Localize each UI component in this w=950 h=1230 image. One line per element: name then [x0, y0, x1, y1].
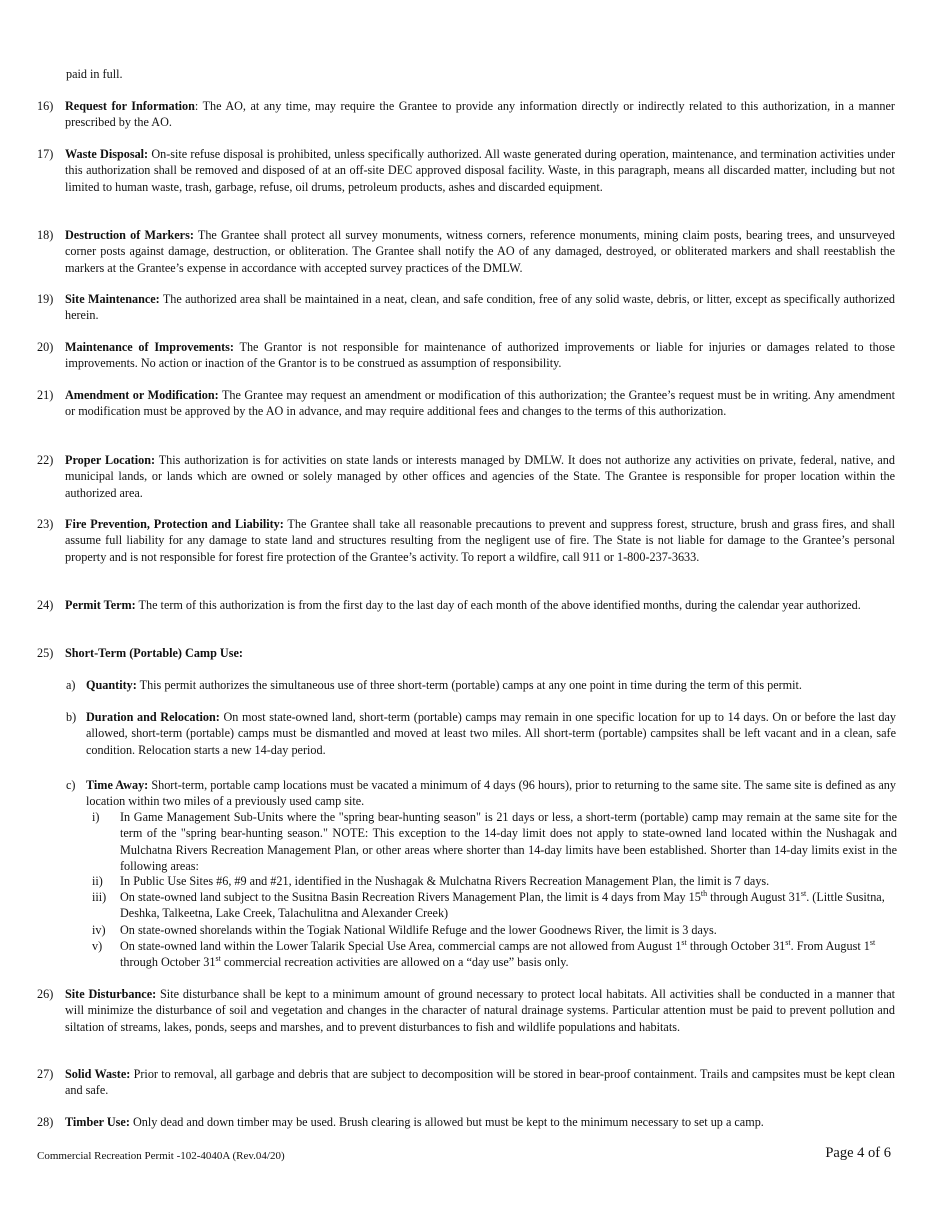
clause-title: Site Maintenance: [65, 292, 160, 306]
clause-20 [37, 339, 895, 372]
clause-number: 26) [37, 987, 54, 1001]
clause-number: 17) [37, 147, 54, 161]
roman-number: i) [92, 810, 100, 824]
clause-number: 18) [37, 228, 54, 242]
clause-text: The Grantee shall protect all survey monuments, witness corners, reference monuments, mining claim posts, bearing trees, and unsurveyed corner posts against damage, destruction, or obliteration. The Grantee shall notify the AO of any damaged, destroyed, or obliterated markers and shall reestablish the markers at the Grantee’s expense in accordance with accepted survey practices of the DMLW. [65, 228, 896, 275]
roman-item-iii [92, 889, 897, 922]
clause-text: The Grantee may request an amendment or modification of this authorization; the Grantee’s request must be in writing. Any amendment or modification must be approved by the AO in advance, and may require additional fees and changes to the terms of this authorization. [65, 388, 895, 419]
clause-title: Permit Term: [65, 598, 136, 612]
clause-title: Site Disturbance: [65, 987, 157, 1001]
subclause-a [66, 677, 896, 693]
clause-number: 25) [37, 646, 54, 660]
clause-text: The Grantor is not responsible for maintenance of authorized improvements or liable for injuries or damages related to those improvements. No action or inaction of the Grantor is to be construed as assumption of responsibility. [65, 340, 895, 371]
clause-25 [37, 645, 895, 661]
clause-23 [37, 516, 895, 565]
clause-text: : The AO, at any time, may require the Grantee to provide any information directly or indirectly related to this authorization, in a manner prescribed by the AO. [65, 99, 895, 130]
roman-text: On state-owned shorelands within the Togiak National Wildlife Refuge and the lower Goodnews River, the limit is 3 days. [120, 923, 717, 937]
clause-text: The authorized area shall be maintained in a neat, clean, and safe condition, free of any solid waste, debris, or litter, except as specifically authorized herein. [65, 292, 895, 323]
clause-text: Only dead and down timber may be used. Brush clearing is allowed but must be kept to the minimum necessary to set up a camp. [129, 1115, 764, 1129]
roman-item-i [92, 809, 897, 874]
roman-number: ii) [92, 874, 103, 888]
clause-title: Waste Disposal: [65, 147, 149, 161]
roman-text: In Public Use Sites #6, #9 and #21, identified in the Nushagak & Mulchatna Rivers Recreation Management Plan, the limit is 7 days. [120, 874, 770, 888]
clause-21 [37, 387, 895, 420]
clause-text: This authorization is for activities on state lands or interests managed by DMLW. It does not authorize any activities on private, federal, native, and municipal lands, or lands which are owned or solely managed by other offices and agencies of the State. The Grantee is responsible for proper location within the authorized area. [65, 453, 895, 500]
roman-item-iv [92, 922, 897, 938]
continuation-text: paid in full. [66, 67, 123, 81]
clause-16 [37, 98, 895, 131]
roman-number: v) [92, 939, 103, 953]
clause-title: Amendment or Modification: [65, 388, 219, 402]
footer-page-number: Page 4 of 6 [825, 1145, 891, 1161]
roman-number: iv) [92, 923, 106, 937]
footer-form-number: Commercial Recreation Permit -102-4040A (Rev.04/20) [37, 1150, 285, 1162]
subclause-title: Quantity: [86, 678, 137, 692]
clause-number: 28) [37, 1115, 54, 1129]
clause-text: On-site refuse disposal is prohibited, unless specifically authorized. All waste generated during operation, maintenance, and termination activities under this authorization shall be removed and disposed of at an off-site DEC approved disposal facility. Waste, in this paragraph, means all discarded matter, including but not limited to human waste, trash, garbage, refuse, oil drums, petroleum products, ashes and discarded equipment. [65, 147, 896, 194]
clause-number: 27) [37, 1067, 54, 1081]
clause-17 [37, 146, 895, 195]
clause-number: 24) [37, 598, 54, 612]
roman-item-v [92, 938, 897, 971]
clause-title: Destruction of Markers: [65, 228, 194, 242]
subclause-b [66, 709, 896, 758]
roman-number: iii) [92, 890, 107, 904]
clause-28 [37, 1114, 895, 1130]
roman-text: In Game Management Sub-Units where the "spring bear-hunting season" is 21 days or less, a short-term (portable) camp may remain at the same site for the term of the "spring bear-hunting season." NOTE: This exception to the 14-day limit does not apply to state-owned land located within the Nushagak and Mulchatna Rivers Recreation Management Plan, or other areas where shorter than 14-day limits have been established. Shorter than 14-day limits exist in the following areas: [120, 810, 897, 873]
clause-18 [37, 227, 895, 276]
subclause-letter: b) [66, 710, 77, 724]
subclause-letter: c) [66, 778, 76, 792]
clause-22 [37, 452, 895, 501]
clause-title: Short-Term (Portable) Camp Use: [65, 646, 243, 660]
roman-text: On state-owned land subject to the Susitna Basin Recreation Rivers Management Plan, the limit is 4 days from May 15th through August 31st. (Little Susitna, Deshka, Talkeetna, Lake Creek, Talachulitna and Alexander Creek) [120, 888, 885, 921]
clause-number: 22) [37, 453, 54, 467]
subclause-c [66, 777, 896, 810]
clause-title: Fire Prevention, Protection and Liability: [65, 517, 284, 531]
subclause-title: Time Away: [86, 778, 149, 792]
subclause-text: Short-term, portable camp locations must be vacated a minimum of 4 days (96 hours), prior to returning to the same site. The same site is defined as any location within two miles of a previously used camp site. [86, 778, 896, 809]
clause-number: 23) [37, 517, 54, 531]
clause-text: Site disturbance shall be kept to a minimum amount of ground necessary to protect local habitats. All activities shall be conducted in a manner that will minimize the disturbance of soil and vegetation and changes in the character of natural drainage systems. Particular attention must be paid to prevent pollution and siltation of streams, lakes, ponds, seeps and marshes, and to prevent disturbances to fish and wildlife populations and habitats. [65, 987, 895, 1034]
clause-24 [37, 597, 895, 613]
clause-number: 20) [37, 340, 54, 354]
clause-title: Solid Waste: [65, 1067, 131, 1081]
clause-number: 16) [37, 99, 54, 113]
roman-item-ii [92, 873, 897, 889]
clause-27 [37, 1066, 895, 1099]
clause-number: 19) [37, 292, 54, 306]
subclause-text: On most state-owned land, short-term (portable) camps may remain in one specific location for up to 14 days. On or before the last day allowed, short-term (portable) camps must be dismantled and moved at least two miles. All short-term (portable) campsites shall be left vacant and in a clean, safe condition. Relocation starts a new 14-day period. [86, 710, 897, 757]
subclause-text: This permit authorizes the simultaneous use of three short-term (portable) camps at any one point in time during the term of this permit. [136, 678, 802, 692]
clause-text: The Grantee shall take all reasonable precautions to prevent and suppress forest, structure, brush and grass fires, and shall assume full liability for any damage to state land and structures resulting from the negligent use of fire. The State is not liable for damage to the Grantee’s personal property and is not responsible for forest fire protection of the Grantee’s activity. To report a wildfire, call 911 or 1-800-237-3633. [65, 517, 895, 564]
clause-title: Request for Information [65, 99, 195, 113]
clause-title: Maintenance of Improvements: [65, 340, 234, 354]
clause-number: 21) [37, 388, 54, 402]
clause-text: The term of this authorization is from the first day to the last day of each month of the above identified months, during the calendar year authorized. [135, 598, 861, 612]
subclause-letter: a) [66, 678, 76, 692]
roman-text: On state-owned land within the Lower Talarik Special Use Area, commercial camps are not allowed from August 1st through October 31st. From August 1st through October 31st commercial recreation activities are allowed on a “day use” basis only. [120, 937, 876, 970]
clause-19 [37, 291, 895, 324]
clause-title: Timber Use: [65, 1115, 130, 1129]
clause-text: Prior to removal, all garbage and debris that are subject to decomposition will be stored in bear-proof containment. Trails and campsites must be kept clean and safe. [65, 1067, 895, 1098]
clause-title: Proper Location: [65, 453, 156, 467]
subclause-title: Duration and Relocation: [86, 710, 220, 724]
clause-26 [37, 986, 895, 1035]
